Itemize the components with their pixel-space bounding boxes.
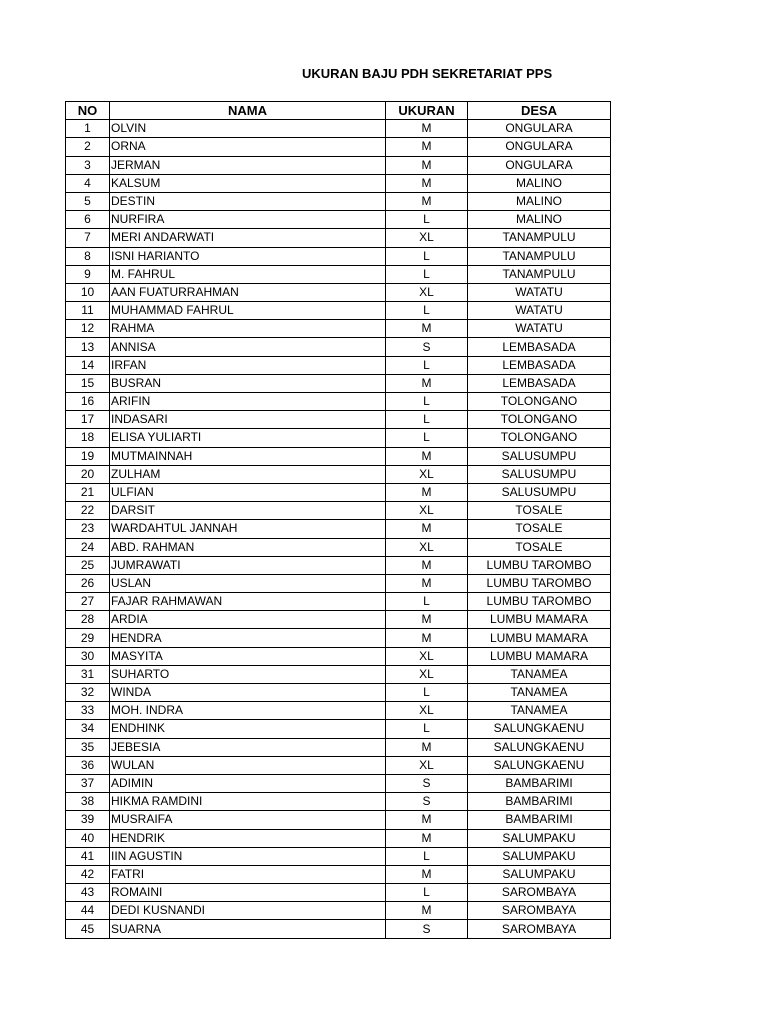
cell-desa: SALUMPAKU	[468, 865, 611, 883]
cell-desa: SAROMBAYA	[468, 884, 611, 902]
table-row	[66, 374, 611, 392]
cell-nama: JUMRAWATI	[110, 556, 386, 574]
cell-nama: HIKMA RAMDINI	[110, 793, 386, 811]
cell-no: 10	[66, 283, 110, 301]
cell-no: 3	[66, 156, 110, 174]
size-table	[65, 101, 611, 939]
cell-no: 38	[66, 793, 110, 811]
cell-no: 23	[66, 520, 110, 538]
cell-nama: ENDHINK	[110, 720, 386, 738]
table-header	[66, 102, 611, 120]
table-body	[66, 120, 611, 938]
cell-ukuran: L	[386, 211, 468, 229]
cell-ukuran: M	[386, 865, 468, 883]
cell-no: 5	[66, 192, 110, 210]
cell-no: 16	[66, 393, 110, 411]
cell-no: 27	[66, 593, 110, 611]
cell-nama: WULAN	[110, 756, 386, 774]
cell-nama: WINDA	[110, 684, 386, 702]
cell-ukuran: M	[386, 829, 468, 847]
cell-ukuran: M	[386, 520, 468, 538]
table-row	[66, 138, 611, 156]
cell-ukuran: XL	[386, 702, 468, 720]
cell-ukuran: XL	[386, 229, 468, 247]
cell-desa: WATATU	[468, 320, 611, 338]
cell-desa: LUMBU TAROMBO	[468, 593, 611, 611]
cell-desa: TANAMEA	[468, 665, 611, 683]
cell-nama: MUHAMMAD FAHRUL	[110, 302, 386, 320]
table-row	[66, 356, 611, 374]
table-row	[66, 829, 611, 847]
cell-desa: LUMBU TAROMBO	[468, 556, 611, 574]
cell-desa: TOSALE	[468, 538, 611, 556]
cell-desa: MALINO	[468, 211, 611, 229]
table-row	[66, 447, 611, 465]
table-row	[66, 538, 611, 556]
table-row	[66, 265, 611, 283]
cell-ukuran: L	[386, 265, 468, 283]
cell-ukuran: XL	[386, 502, 468, 520]
table-row	[66, 756, 611, 774]
cell-desa: TOSALE	[468, 520, 611, 538]
cell-no: 14	[66, 356, 110, 374]
cell-no: 4	[66, 174, 110, 192]
cell-desa: ONGULARA	[468, 156, 611, 174]
cell-nama: RAHMA	[110, 320, 386, 338]
cell-ukuran: L	[386, 247, 468, 265]
cell-ukuran: L	[386, 884, 468, 902]
cell-no: 28	[66, 611, 110, 629]
cell-no: 35	[66, 738, 110, 756]
cell-ukuran: M	[386, 374, 468, 392]
cell-ukuran: L	[386, 429, 468, 447]
cell-nama: ZULHAM	[110, 465, 386, 483]
cell-nama: MERI ANDARWATI	[110, 229, 386, 247]
table-row	[66, 774, 611, 792]
cell-ukuran: M	[386, 629, 468, 647]
cell-no: 9	[66, 265, 110, 283]
cell-ukuran: M	[386, 811, 468, 829]
header-ukuran: UKURAN	[386, 102, 468, 120]
cell-ukuran: M	[386, 138, 468, 156]
cell-desa: MALINO	[468, 192, 611, 210]
cell-no: 22	[66, 502, 110, 520]
table-row	[66, 647, 611, 665]
cell-desa: SALUNGKAENU	[468, 738, 611, 756]
cell-no: 43	[66, 884, 110, 902]
table-row	[66, 665, 611, 683]
cell-no: 33	[66, 702, 110, 720]
cell-nama: WARDAHTUL JANNAH	[110, 520, 386, 538]
table-row	[66, 192, 611, 210]
cell-no: 31	[66, 665, 110, 683]
cell-ukuran: M	[386, 120, 468, 138]
table-row	[66, 174, 611, 192]
cell-no: 37	[66, 774, 110, 792]
cell-desa: TANAMPULU	[468, 229, 611, 247]
cell-no: 8	[66, 247, 110, 265]
cell-ukuran: L	[386, 720, 468, 738]
cell-ukuran: XL	[386, 538, 468, 556]
cell-no: 34	[66, 720, 110, 738]
cell-no: 18	[66, 429, 110, 447]
cell-no: 13	[66, 338, 110, 356]
document-title: UKURAN BAJU PDH SEKRETARIAT PPS	[302, 66, 553, 81]
cell-no: 30	[66, 647, 110, 665]
cell-ukuran: M	[386, 447, 468, 465]
cell-nama: BUSRAN	[110, 374, 386, 392]
table-row	[66, 811, 611, 829]
table-row	[66, 593, 611, 611]
cell-desa: LUMBU TAROMBO	[468, 574, 611, 592]
cell-ukuran: S	[386, 774, 468, 792]
cell-desa: SALUMPAKU	[468, 847, 611, 865]
header-row	[66, 102, 611, 120]
cell-no: 11	[66, 302, 110, 320]
cell-desa: TANAMPULU	[468, 247, 611, 265]
cell-ukuran: L	[386, 684, 468, 702]
cell-desa: TOSALE	[468, 502, 611, 520]
cell-nama: KALSUM	[110, 174, 386, 192]
cell-desa: SALUSUMPU	[468, 483, 611, 501]
cell-ukuran: XL	[386, 665, 468, 683]
cell-desa: TOLONGANO	[468, 393, 611, 411]
cell-desa: TANAMEA	[468, 702, 611, 720]
cell-ukuran: M	[386, 156, 468, 174]
table-row	[66, 338, 611, 356]
table-row	[66, 520, 611, 538]
cell-ukuran: M	[386, 320, 468, 338]
table-row	[66, 884, 611, 902]
cell-desa: SALUNGKAENU	[468, 756, 611, 774]
cell-desa: BAMBARIMI	[468, 811, 611, 829]
cell-desa: TOLONGANO	[468, 429, 611, 447]
cell-no: 44	[66, 902, 110, 920]
table-row	[66, 629, 611, 647]
cell-ukuran: M	[386, 174, 468, 192]
cell-ukuran: M	[386, 483, 468, 501]
cell-ukuran: S	[386, 920, 468, 938]
cell-nama: ARDIA	[110, 611, 386, 629]
table-row	[66, 120, 611, 138]
cell-desa: MALINO	[468, 174, 611, 192]
cell-nama: ISNI HARIANTO	[110, 247, 386, 265]
cell-no: 36	[66, 756, 110, 774]
cell-no: 19	[66, 447, 110, 465]
cell-ukuran: S	[386, 793, 468, 811]
cell-nama: MUSRAIFA	[110, 811, 386, 829]
cell-no: 32	[66, 684, 110, 702]
cell-desa: LEMBASADA	[468, 338, 611, 356]
table-row	[66, 865, 611, 883]
cell-ukuran: XL	[386, 283, 468, 301]
table-row	[66, 247, 611, 265]
cell-no: 39	[66, 811, 110, 829]
cell-no: 17	[66, 411, 110, 429]
cell-ukuran: M	[386, 192, 468, 210]
cell-nama: DEDI KUSNANDI	[110, 902, 386, 920]
table-row	[66, 684, 611, 702]
cell-ukuran: L	[386, 302, 468, 320]
cell-no: 12	[66, 320, 110, 338]
cell-ukuran: L	[386, 356, 468, 374]
cell-ukuran: L	[386, 411, 468, 429]
cell-desa: SALUNGKAENU	[468, 720, 611, 738]
cell-ukuran: M	[386, 902, 468, 920]
cell-nama: INDASARI	[110, 411, 386, 429]
cell-ukuran: M	[386, 556, 468, 574]
cell-desa: ONGULARA	[468, 138, 611, 156]
cell-desa: BAMBARIMI	[468, 793, 611, 811]
cell-desa: LEMBASADA	[468, 356, 611, 374]
cell-nama: IRFAN	[110, 356, 386, 374]
cell-no: 45	[66, 920, 110, 938]
cell-nama: HENDRA	[110, 629, 386, 647]
cell-desa: SALUSUMPU	[468, 465, 611, 483]
cell-desa: TOLONGANO	[468, 411, 611, 429]
cell-nama: NURFIRA	[110, 211, 386, 229]
cell-nama: MUTMAINNAH	[110, 447, 386, 465]
cell-no: 6	[66, 211, 110, 229]
cell-ukuran: S	[386, 338, 468, 356]
cell-no: 40	[66, 829, 110, 847]
table-row	[66, 283, 611, 301]
cell-no: 15	[66, 374, 110, 392]
cell-nama: ORNA	[110, 138, 386, 156]
cell-ukuran: XL	[386, 465, 468, 483]
table-row	[66, 483, 611, 501]
cell-desa: LEMBASADA	[468, 374, 611, 392]
cell-desa: SAROMBAYA	[468, 920, 611, 938]
header-no: NO	[66, 102, 110, 120]
table-row	[66, 320, 611, 338]
cell-nama: ABD. RAHMAN	[110, 538, 386, 556]
cell-ukuran: XL	[386, 756, 468, 774]
table-row	[66, 302, 611, 320]
cell-no: 2	[66, 138, 110, 156]
table-row	[66, 902, 611, 920]
cell-desa: ONGULARA	[468, 120, 611, 138]
cell-ukuran: XL	[386, 647, 468, 665]
cell-nama: USLAN	[110, 574, 386, 592]
cell-desa: SALUSUMPU	[468, 447, 611, 465]
cell-nama: M. FAHRUL	[110, 265, 386, 283]
cell-desa: SALUMPAKU	[468, 829, 611, 847]
cell-nama: DARSIT	[110, 502, 386, 520]
cell-nama: JEBESIA	[110, 738, 386, 756]
cell-desa: LUMBU MAMARA	[468, 647, 611, 665]
cell-ukuran: L	[386, 393, 468, 411]
table-row	[66, 502, 611, 520]
header-nama: NAMA	[110, 102, 386, 120]
table-row	[66, 720, 611, 738]
cell-no: 41	[66, 847, 110, 865]
cell-nama: JERMAN	[110, 156, 386, 174]
cell-ukuran: L	[386, 847, 468, 865]
cell-nama: MASYITA	[110, 647, 386, 665]
cell-ukuran: M	[386, 738, 468, 756]
table-row	[66, 611, 611, 629]
cell-nama: FAJAR RAHMAWAN	[110, 593, 386, 611]
cell-nama: OLVIN	[110, 120, 386, 138]
table-row	[66, 411, 611, 429]
cell-desa: WATATU	[468, 302, 611, 320]
cell-nama: ULFIAN	[110, 483, 386, 501]
cell-nama: SUHARTO	[110, 665, 386, 683]
cell-nama: ROMAINI	[110, 884, 386, 902]
cell-desa: LUMBU MAMARA	[468, 629, 611, 647]
cell-nama: FATRI	[110, 865, 386, 883]
cell-nama: SUARNA	[110, 920, 386, 938]
cell-no: 25	[66, 556, 110, 574]
cell-nama: IIN AGUSTIN	[110, 847, 386, 865]
cell-nama: ADIMIN	[110, 774, 386, 792]
table-row	[66, 793, 611, 811]
cell-desa: WATATU	[468, 283, 611, 301]
cell-desa: TANAMPULU	[468, 265, 611, 283]
table-row	[66, 556, 611, 574]
cell-desa: SAROMBAYA	[468, 902, 611, 920]
cell-no: 21	[66, 483, 110, 501]
cell-nama: HENDRIK	[110, 829, 386, 847]
table-row	[66, 702, 611, 720]
table-row	[66, 920, 611, 938]
cell-nama: AAN FUATURRAHMAN	[110, 283, 386, 301]
cell-nama: DESTIN	[110, 192, 386, 210]
cell-ukuran: L	[386, 593, 468, 611]
table-row	[66, 847, 611, 865]
cell-nama: MOH. INDRA	[110, 702, 386, 720]
table-row	[66, 211, 611, 229]
cell-no: 24	[66, 538, 110, 556]
header-desa: DESA	[468, 102, 611, 120]
cell-desa: BAMBARIMI	[468, 774, 611, 792]
table-row	[66, 156, 611, 174]
cell-no: 26	[66, 574, 110, 592]
table-row	[66, 738, 611, 756]
cell-no: 20	[66, 465, 110, 483]
cell-no: 1	[66, 120, 110, 138]
cell-no: 7	[66, 229, 110, 247]
cell-nama: ARIFIN	[110, 393, 386, 411]
table-row	[66, 465, 611, 483]
cell-no: 42	[66, 865, 110, 883]
cell-no: 29	[66, 629, 110, 647]
cell-ukuran: M	[386, 611, 468, 629]
cell-desa: LUMBU MAMARA	[468, 611, 611, 629]
cell-desa: TANAMEA	[468, 684, 611, 702]
table-row	[66, 393, 611, 411]
table-row	[66, 574, 611, 592]
cell-nama: ELISA YULIARTI	[110, 429, 386, 447]
table-row	[66, 229, 611, 247]
cell-ukuran: M	[386, 574, 468, 592]
table-row	[66, 429, 611, 447]
cell-nama: ANNISA	[110, 338, 386, 356]
